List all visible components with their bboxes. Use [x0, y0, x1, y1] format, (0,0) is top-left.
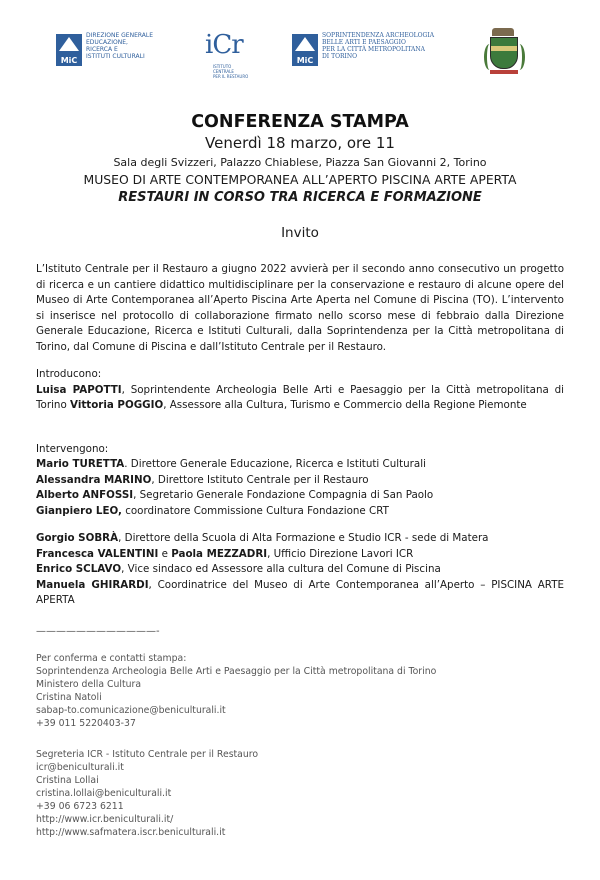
speaker-role: coordinatore Commissione Cultura Fondazione CRT [121, 504, 389, 517]
contact-line: Ministero della Cultura [36, 679, 142, 690]
intro-paragraph: L’Istituto Centrale per il Restauro a giugno 2022 avvierà per il secondo anno consecutivo un progetto di ricerca e un cantiere didattico multidisciplinare per la conservazione e restauro di alcune opere del Museo di Arte Contemporanea all’Aperto Piscina Arte Aperta nel Comune di Piscina (TO). L’intervento si inserisce nel protocollo di collaborazione firmato nello scorso mese di febbraio dalla Direzione Generale Educazione, Ricerca e Istituti Culturali, dalla Soprintendenza per la Città metropolitana di Torino, dal Comune di Piscina e dall’Istituto Centrale per il Restauro. [36, 263, 564, 353]
contact-phone: +39 011 5220403-37 [36, 718, 136, 729]
contact-line: Soprintendenza Archeologia Belle Arti e Paesaggio per la Città metropolitana di Torino [36, 666, 437, 677]
logo-text-line: PER IL RESTAURO [213, 74, 249, 79]
speaker-line [36, 562, 564, 578]
contact-line: Cristina Natoli [36, 692, 102, 703]
logo-icr [205, 28, 249, 84]
invitation-label: Invito [281, 225, 319, 241]
icr-logo-mark: iCr [205, 30, 243, 60]
speaker-role: , Segretario Generale Fondazione Compagnia di San Paolo [133, 489, 434, 501]
logo-text-line: CENTRALE [213, 69, 234, 74]
speaker-role: , Coordinatrice del Museo di Arte Contemporanea all’Aperto – PISCINA ARTE APERTA [36, 578, 564, 606]
speaker-line [36, 531, 564, 547]
speaker-role: , Direttore della Scuola di Alta Formazione e Studio ICR - sede di Matera [118, 532, 489, 544]
speaker-name: Francesca VALENTINI [36, 547, 159, 560]
speaker-role: , Soprintendente Archeologia Belle Arti e Paesaggio per la Città metropolitana di Torino [36, 383, 564, 411]
introducono-paragraph [36, 383, 564, 414]
event-date: Venerdì 18 marzo, ore 11 [205, 134, 395, 152]
contact-phone: +39 06 6723 6211 [36, 801, 124, 812]
contacts-section [36, 652, 564, 839]
municipal-crest-icon [484, 28, 524, 80]
speaker-name: Alessandra MARINO [36, 473, 152, 486]
speaker-name: Alberto ANFOSSI [36, 489, 134, 501]
page-title: CONFERENZA STAMPA [191, 112, 409, 132]
document-body [36, 262, 564, 609]
logo-text-line: EDUCAZIONE, [86, 39, 128, 46]
logo-text-line: ISTITUTI CULTURALI [86, 53, 145, 60]
speaker-role: , Assessore alla Cultura, Turismo e Commercio della Regione Piemonte [163, 399, 527, 411]
icr-contacts [36, 748, 564, 839]
event-subtitle: RESTAURI IN CORSO TRA RICERCA E FORMAZIONE [118, 190, 482, 205]
mic-logo-icon: MiC [292, 34, 318, 66]
intervengono-label: Intervengono: [36, 442, 109, 455]
logo-text-line: BELLE ARTI E PAESAGGIO [322, 39, 406, 46]
speaker-line [36, 504, 564, 520]
press-contacts [36, 652, 564, 730]
speaker-line [36, 488, 564, 504]
speaker-name: Mario TURETTA [36, 458, 125, 470]
contact-email[interactable]: icr@beniculturali.it [36, 762, 124, 773]
mic-logo-icon: MiC [56, 34, 82, 66]
speaker-conjunction: e [158, 547, 172, 560]
speaker-name: Manuela GHIRARDI [36, 578, 149, 591]
logo-bar [0, 28, 600, 84]
speaker-role: , Vice sindaco ed Assessore alla cultura del Comune di Piscina [121, 563, 441, 575]
logo-mic-direzione-generale [56, 28, 176, 72]
logo-text-line: DI TORINO [322, 53, 358, 60]
speaker-name: Gorgio SOBRÀ [36, 532, 119, 544]
speaker-line [36, 547, 564, 563]
logo-text-line: DIREZIONE GENERALE [86, 32, 154, 39]
speaker-name: Luisa PAPOTTI [36, 383, 122, 396]
speaker-line [36, 457, 564, 473]
event-venue: Sala degli Svizzeri, Palazzo Chiablese, Piazza San Giovanni 2, Torino [113, 156, 487, 169]
contact-email[interactable]: cristina.lollai@beniculturali.it [36, 788, 172, 799]
separator-rule: ————————————- [36, 626, 160, 637]
speaker-role: , Direttore Istituto Centrale per il Restauro [151, 473, 369, 486]
contact-line: Segreteria ICR - Istituto Centrale per il Restauro [36, 749, 259, 760]
speaker-name: Paola MEZZADRI [171, 547, 268, 560]
contact-link[interactable]: http://www.safmatera.iscr.beniculturali.it [36, 827, 226, 838]
speaker-line [36, 578, 564, 609]
contact-line: Per conferma e contatti stampa: [36, 653, 187, 664]
museum-name: MUSEO DI ARTE CONTEMPORANEA ALL’APERTO PISCINA ARTE APERTA [83, 172, 517, 187]
speaker-role: . Direttore Generale Educazione, Ricerca e Istituti Culturali [124, 458, 426, 470]
logo-mic-soprintendenza [292, 28, 452, 72]
logo-text-line: SOPRINTENDENZA ARCHEOLOGIA [322, 32, 435, 39]
contact-email[interactable]: sabap-to.comunicazione@beniculturali.it [36, 705, 226, 716]
logo-text-line: RICERCA E [86, 46, 118, 53]
document-header [20, 110, 580, 242]
speaker-line [36, 473, 564, 489]
logo-text-line: PER LA CITTÀ METROPOLITANA [322, 46, 425, 53]
speaker-name: Gianpiero LEO, [36, 504, 122, 517]
speaker-name: Vittoria POGGIO [70, 399, 164, 411]
speaker-name: Enrico SCLAVO [36, 563, 122, 575]
introducono-label: Introducono: [36, 368, 102, 380]
contact-link[interactable]: http://www.icr.beniculturali.it/ [36, 814, 174, 825]
speaker-role: , Ufficio Direzione Lavori ICR [267, 547, 414, 560]
contact-line: Cristina Lollai [36, 775, 99, 786]
logo-text-line: ISTITUTO [213, 64, 232, 69]
